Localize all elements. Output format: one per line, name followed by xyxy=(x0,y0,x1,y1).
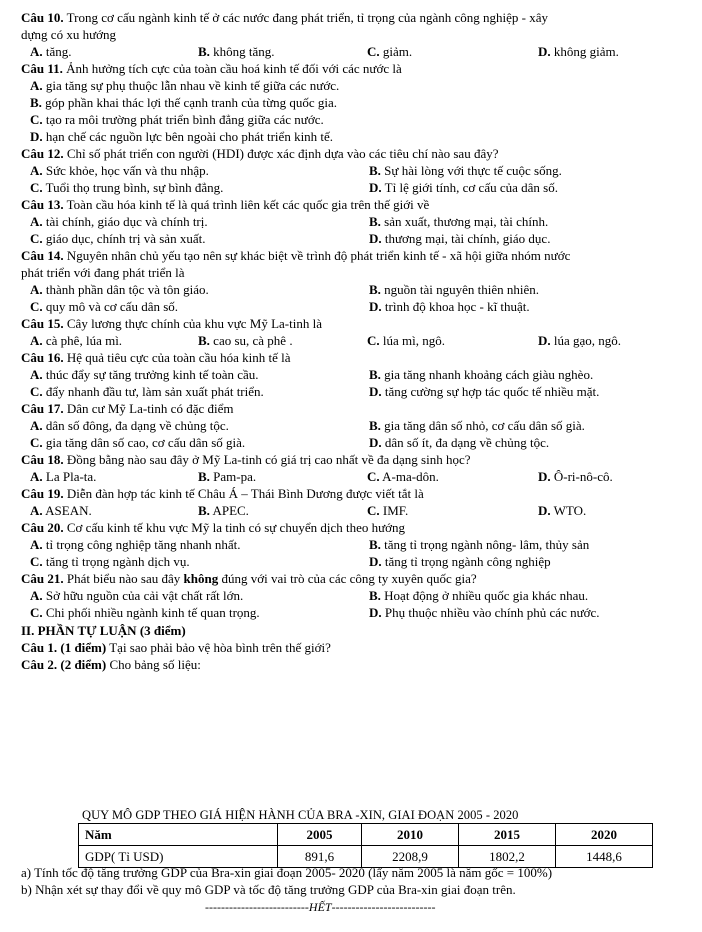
option-10a: A. tăng. xyxy=(30,44,72,59)
option-17c: C. gia tăng dân số cao, cơ cấu dân số già. xyxy=(30,435,246,450)
question-18: Câu 18. Đồng bằng nào sau đây ở Mỹ La-tinh có giá trị cao nhất về đa dạng sinh học? xyxy=(21,452,471,467)
option-18d: D. Ô-ri-nô-cô. xyxy=(538,469,613,484)
option-18a: A. La Pla-ta. xyxy=(30,469,97,484)
option-12a: A. Sức khỏe, học vấn và thu nhập. xyxy=(30,163,209,178)
question-10-cont: dựng có xu hướng xyxy=(21,27,116,42)
question-13: Câu 13. Toàn cầu hóa kinh tế là quá trình liên kết các quốc gia trên thế giới về xyxy=(21,197,430,212)
essay-heading: II. PHẦN TỰ LUẬN (3 điểm) xyxy=(21,623,186,638)
question-16: Câu 16. Hệ quả tiêu cực của toàn cầu hóa kinh tế là xyxy=(21,350,291,365)
gdp-table xyxy=(78,823,653,868)
option-20c: C. tăng tỉ trọng ngành dịch vụ. xyxy=(30,554,190,569)
option-21d: D. Phụ thuộc nhiều vào chính phủ các nước. xyxy=(369,605,600,620)
option-17a: A. dân số đông, đa dạng về chủng tộc. xyxy=(30,418,229,433)
option-16b: B. gia tăng nhanh khoảng cách giàu nghèo. xyxy=(369,367,594,382)
question-10: Câu 10. Trong cơ cấu ngành kinh tế ở các nước đang phát triển, tỉ trọng của ngành công nghiệp - xây xyxy=(21,10,548,25)
option-16a: A. thúc đẩy sự tăng trưởng kinh tế toàn cầu. xyxy=(30,367,259,382)
option-14d: D. trình độ khoa học - kĩ thuật. xyxy=(369,299,530,314)
option-13c: C. giáo dục, chính trị và sản xuất. xyxy=(30,231,206,246)
table-header-cell: Năm xyxy=(79,824,278,846)
question-12: Câu 12. Chỉ số phát triển con người (HDI) được xác định dựa vào các tiêu chí nào sau đây? xyxy=(21,146,499,161)
question-17: Câu 17. Dân cư Mỹ La-tinh có đặc điểm xyxy=(21,401,234,416)
option-14b: B. nguồn tài nguyên thiên nhiên. xyxy=(369,282,540,297)
option-16d: D. tăng cường sự hợp tác quốc tế nhiều mặt. xyxy=(369,384,600,399)
table-header-cell: 2010 xyxy=(362,824,459,846)
option-15a: A. cà phê, lúa mì. xyxy=(30,333,123,348)
question-21: Câu 21. Phát biểu nào sau đây không đúng với vai trò của các công ty xuyên quốc gia? xyxy=(21,571,477,586)
option-12b: B. Sự hài lòng với thực tế cuộc sống. xyxy=(369,163,562,178)
question-14: Câu 14. Nguyên nhân chủ yếu tạo nên sự khác biệt về trình độ phát triển kinh tế - xã hội giữa nhóm nước xyxy=(21,248,571,263)
table-header-row xyxy=(79,824,653,846)
option-20a: A. tỉ trọng công nghiệp tăng nhanh nhất. xyxy=(30,537,241,552)
option-10b: B. không tăng. xyxy=(198,44,275,59)
option-13b: B. sản xuất, thương mại, tài chính. xyxy=(369,214,549,229)
option-17b: B. gia tăng dân số nhỏ, cơ cấu dân số già. xyxy=(369,418,585,433)
option-19d: D. WTO. xyxy=(538,503,587,518)
option-21c: C. Chi phối nhiều ngành kinh tế quan trọng. xyxy=(30,605,260,620)
table-cell: 891,6 xyxy=(278,846,362,868)
option-19c: C. IMF. xyxy=(367,503,409,518)
essay-part-b: b) Nhận xét sự thay đổi về quy mô GDP và tốc độ tăng trưởng GDP của Bra-xin giai đoạn trên. xyxy=(21,882,516,897)
question-15: Câu 15. Cây lương thực chính của khu vực Mỹ La-tinh là xyxy=(21,316,322,331)
option-11c: C. tạo ra môi trường phát triển bình đẳng giữa các nước. xyxy=(30,112,324,127)
table-cell: 1802,2 xyxy=(459,846,556,868)
option-15b: B. cao su, cà phê . xyxy=(198,333,293,348)
option-10c: C. giảm. xyxy=(367,44,413,59)
table-header-cell: 2020 xyxy=(555,824,652,846)
question-19: Câu 19. Diễn đàn hợp tác kinh tế Châu Á – Thái Bình Dương được viết tắt là xyxy=(21,486,424,501)
table-title: QUY MÔ GDP THEO GIÁ HIỆN HÀNH CỦA BRA -XIN, GIAI ĐOẠN 2005 - 2020 xyxy=(82,808,519,822)
option-20b: B. tăng tỉ trọng ngành nông- lâm, thủy sản xyxy=(369,537,590,552)
option-13a: A. tài chính, giáo dục và chính trị. xyxy=(30,214,208,229)
option-19a: A. ASEAN. xyxy=(30,503,92,518)
option-14c: C. quy mô và cơ cấu dân số. xyxy=(30,299,179,314)
question-20: Câu 20. Cơ cấu kinh tế khu vực Mỹ la tinh có sự chuyển dịch theo hướng xyxy=(21,520,406,535)
option-12d: D. Tỉ lệ giới tính, cơ cấu của dân số. xyxy=(369,180,558,195)
option-10d: D. không giảm. xyxy=(538,44,619,59)
option-11b: B. góp phần khai thác lợi thế cạnh tranh của từng quốc gia. xyxy=(30,95,338,110)
option-17d: D. dân số ít, đa dạng về chủng tộc. xyxy=(369,435,550,450)
option-11d: D. hạn chế các nguồn lực bên ngoài cho phát triển kinh tế. xyxy=(30,129,334,144)
question-14-cont: phát triển với đang phát triển là xyxy=(21,265,185,280)
option-21a: A. Sở hữu nguồn của cải vật chất rất lớn. xyxy=(30,588,244,603)
option-15c: C. lúa mì, ngô. xyxy=(367,333,445,348)
option-20d: D. tăng tỉ trọng ngành công nghiệp xyxy=(369,554,551,569)
table-row-label: GDP( Tỉ USD) xyxy=(79,846,278,868)
table-header-cell: 2015 xyxy=(459,824,556,846)
option-13d: D. thương mại, tài chính, giáo dục. xyxy=(369,231,551,246)
option-18b: B. Pam-pa. xyxy=(198,469,257,484)
table-cell: 1448,6 xyxy=(555,846,652,868)
essay-question-2: Câu 2. (2 điểm) Cho bảng số liệu: xyxy=(21,657,201,672)
essay-question-1: Câu 1. (1 điểm) Tại sao phải bảo vệ hòa bình trên thế giới? xyxy=(21,640,331,655)
end-marker: --------------------------HẾT-------------------------- xyxy=(205,900,436,914)
essay-part-a: a) Tính tốc độ tăng trưởng GDP của Bra-xin giai đoạn 2005- 2020 (lấy năm 2005 là năm gốc = 100%) xyxy=(21,865,553,880)
table-cell: 2208,9 xyxy=(362,846,459,868)
option-14a: A. thành phần dân tộc và tôn giáo. xyxy=(30,282,209,297)
table-header-cell: 2005 xyxy=(278,824,362,846)
option-18c: C. A-ma-dôn. xyxy=(367,469,439,484)
option-11a: A. gia tăng sự phụ thuộc lẫn nhau về kinh tế giữa các nước. xyxy=(30,78,340,93)
option-19b: B. APEC. xyxy=(198,503,249,518)
option-12c: C. Tuổi thọ trung bình, sự bình đẳng. xyxy=(30,180,224,195)
option-21b: B. Hoạt động ở nhiều quốc gia khác nhau. xyxy=(369,588,589,603)
question-11: Câu 11. Ảnh hưởng tích cực của toàn cầu hoá kinh tế đối với các nước là xyxy=(21,61,402,76)
option-16c: C. đẩy nhanh đầu tư, làm sản xuất phát triển. xyxy=(30,384,264,399)
option-15d: D. lúa gạo, ngô. xyxy=(538,333,622,348)
